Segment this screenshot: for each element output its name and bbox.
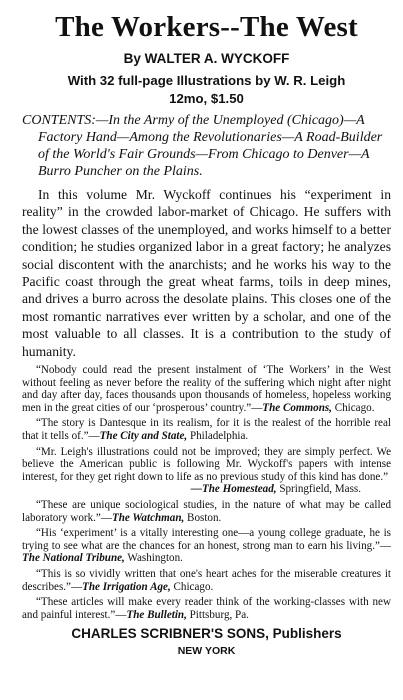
press-quotes [22,364,391,621]
quote-text: “Mr. Leigh's illustrations could not be improved; they are simply perfect. We believe the American public is following Mr. Wyckoff's papers with intense interest, for they get right down to life as no previous study of this kind has done.” [22,445,391,483]
quote-text: “These articles will make every reader think of the working-classes with new and painful interest.”— [22,596,391,621]
quote-place: Philadelphia. [187,430,249,443]
book-author: By WALTER A. WYCKOFF [123,51,290,66]
quote-text: “The story is Dantesque in its realism, for it is the realest of the horrible real that it tells of.”— [22,417,391,443]
quote-text: “This is so vividly written that one's heart aches for the miserable creatures it describes.”— [22,567,391,593]
description-paragraph: In this volume Mr. Wyckoff continues his “experiment in reality” in the crowded labor-market of Chicago. He suffers with the lowest classes of the unemployed, and works himself to a better condition; he studies organized labor in a great factory; he analyzes social discontent with the anarchists; and he works his way to the Pacific coast through the great wheat farms, toils in deep mines, and drives a burro across the desolate plains. This closes one of the most romantic narratives ever written by a scholar, and one of the most valuable to all classes. It is a contribution to the study of humanity. [22,187,391,359]
press-quote [22,596,391,621]
quote-source: The Commons, [262,401,332,414]
quote-text: “These are unique sociological studies, in the nature of what may be called laboratory work.”— [22,499,391,524]
quote-place: Springfield, Mass. [276,483,361,496]
quote-source: The City and State, [99,430,188,443]
press-quote-attribution [22,483,391,496]
quote-place: Chicago. [170,580,214,593]
publisher-name: CHARLES SCRIBNER'S SONS, Publishers [71,626,342,642]
quote-source: The National Tribune, [22,552,125,565]
quote-text: “His ‘experiment’ is a vitally interesting one—a young college graduate, he is trying to see what are the chances for an honest, strong man to earn his living.”— [22,527,391,552]
book-title: The Workers--The West [55,11,358,43]
press-quote [22,568,391,593]
quote-source: —The Homestead, [190,483,277,496]
publisher-city: NEW YORK [177,645,236,658]
press-quote [22,364,391,414]
quote-place: Boston. [184,511,222,524]
quote-place: Pittsburg, Pa. [186,608,249,621]
press-quote [22,499,391,524]
price-line: 12mo, $1.50 [169,91,244,106]
contents-list: CONTENTS:—In the Army of the Unemployed (Chicago)—A Factory Hand—Among the Revolutionaries—A Road-Builder of the World's Fair Grounds—From Chicago to Denver—A Burro Puncher on the Plains. [22,113,383,179]
illustrations-note: With 32 full-page Illustrations by W. R. Leigh [67,73,346,88]
quote-source: The Bulletin, [126,608,187,621]
quote-text: “Nobody could read the present instalment of ‘The Workers’ in the West without feeling as never before the reality of the suffering which night after night and day after day, faces thousands upon thousands of homeless, hopeless working men in the great cities of our ‘prosperous’ country.”— [22,364,391,414]
quote-place: Chicago. [331,401,375,414]
quote-source: The Irrigation Age, [82,580,171,593]
press-quote [22,446,391,484]
quote-source: The Watchman, [111,511,185,524]
press-quote [22,527,391,565]
quote-place: Washington. [124,552,183,565]
press-quote [22,417,391,442]
